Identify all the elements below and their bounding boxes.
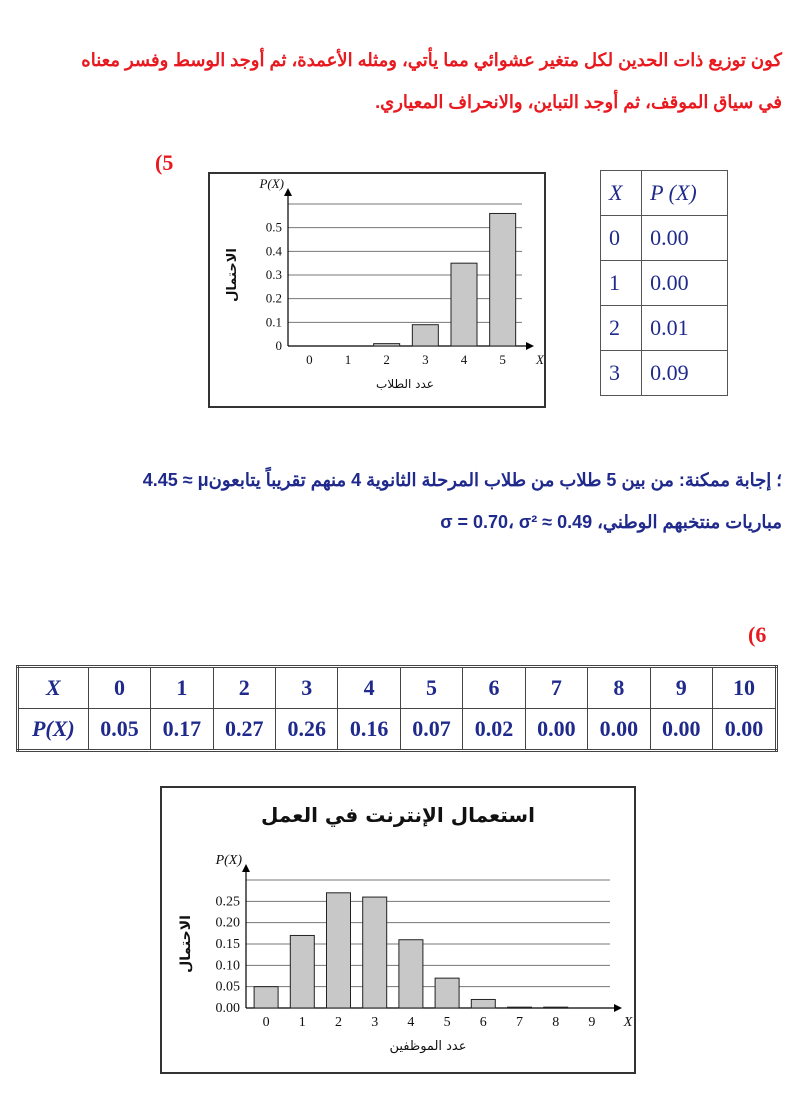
table-row <box>601 261 728 306</box>
x-tick-label: 4 <box>407 1015 415 1030</box>
y-axis-label: الاحتمال <box>178 915 194 973</box>
table-cell: 0 <box>601 216 642 261</box>
table-cell-x: 9 <box>650 667 712 709</box>
y-axis-title: P(X) <box>215 853 242 868</box>
chart-1-svg <box>210 174 544 406</box>
bar <box>490 213 516 346</box>
x-axis-arrow <box>614 1004 622 1012</box>
table-row-px <box>18 709 777 751</box>
y-tick-label: 0.05 <box>215 979 240 995</box>
x-axis-end-label: X <box>623 1015 633 1030</box>
y-axis-label: الاحتمال <box>225 248 240 302</box>
table-cell-x: 0 <box>88 667 150 709</box>
table-row <box>601 306 728 351</box>
table-cell-p: 0.00 <box>650 709 712 751</box>
x-tick-label: 2 <box>383 352 390 367</box>
problem-6-label: (6 <box>748 622 767 647</box>
table-cell-x: 10 <box>712 667 776 709</box>
x-axis-arrow <box>526 342 534 350</box>
y-tick-label: 0.00 <box>215 1001 240 1016</box>
bar <box>435 978 459 1008</box>
chart-2-svg <box>162 788 634 1072</box>
y-tick-label: 0.1 <box>265 314 282 330</box>
bar <box>327 893 351 1008</box>
bar <box>374 344 400 346</box>
bar <box>254 987 278 1008</box>
table-cell: 3 <box>601 351 642 396</box>
x-tick-label: 9 <box>588 1015 596 1030</box>
y-axis-title: P(X) <box>259 176 284 191</box>
x-tick-label: 2 <box>335 1015 342 1030</box>
y-tick-label: 0.4 <box>265 243 282 259</box>
table-cell-p: 0.00 <box>525 709 587 751</box>
x-tick-label: 0 <box>262 1015 270 1030</box>
table-header-x: X <box>601 171 642 216</box>
bar <box>471 999 495 1008</box>
y-tick-label: 0.10 <box>215 958 240 974</box>
bar <box>508 1007 532 1008</box>
x-axis-label: عدد الطلاب <box>376 377 434 391</box>
y-tick-label: 0.5 <box>265 219 282 235</box>
table-cell-p: 0.07 <box>400 709 462 751</box>
x-tick-label: 6 <box>479 1015 487 1030</box>
problem-5-label: (5 <box>155 150 174 175</box>
chart-title: استعمال الإنترنت في العمل <box>261 803 535 827</box>
bar <box>290 935 314 1008</box>
table-cell-p: 0.27 <box>213 709 275 751</box>
table-row <box>601 351 728 396</box>
table-cell-x: 4 <box>338 667 400 709</box>
x-tick-label: 3 <box>371 1015 379 1030</box>
bar <box>451 263 477 346</box>
table-header-px: P(X) <box>18 709 89 751</box>
table-cell-p: 0.17 <box>151 709 213 751</box>
table-cell-x: 7 <box>525 667 587 709</box>
chart-problem-6 <box>160 786 636 1074</box>
answer-line-2: مباريات منتخبهم الوطني، σ = 0.70، σ² ≈ 0.49 <box>440 512 782 532</box>
x-axis-end-label: X <box>536 352 544 367</box>
table-cell-x: 6 <box>463 667 525 709</box>
question-line-1: كون توزيع ذات الحدين لكل متغير عشوائي مما يأتي، ومثله الأعمدة، ثم أوجد الوسط وفسر معناه <box>81 50 782 70</box>
table-row <box>601 216 728 261</box>
chart-problem-5 <box>208 172 546 408</box>
table-cell-p: 0.05 <box>88 709 150 751</box>
table-cell-x: 2 <box>213 667 275 709</box>
x-tick-label: 1 <box>298 1015 306 1030</box>
y-tick-label: 0.25 <box>215 894 240 910</box>
x-tick-label: 8 <box>552 1015 560 1030</box>
table-cell: 2 <box>601 306 642 351</box>
y-tick-label: 0.3 <box>265 267 282 282</box>
x-tick-label: 7 <box>516 1015 523 1030</box>
bar <box>412 325 438 346</box>
table-cell-x: 1 <box>151 667 213 709</box>
answer-line-1: 4.45 ≈ μ؛ إجابة ممكنة: من بين 5 طلاب من طلاب المرحلة الثانوية 4 منهم تقريباً يتابعون <box>142 470 782 490</box>
x-tick-label: 5 <box>443 1015 451 1030</box>
table-cell-p: 0.26 <box>276 709 338 751</box>
table-cell: 0.00 <box>642 261 728 306</box>
table-row-x <box>18 667 777 709</box>
y-tick-label: 0.15 <box>215 937 240 952</box>
table-cell: 0.00 <box>642 216 728 261</box>
table-cell: 0.01 <box>642 306 728 351</box>
problem-5-table <box>600 170 728 400</box>
table-cell-x: 3 <box>276 667 338 709</box>
y-axis-arrow <box>242 864 250 872</box>
x-tick-label: 0 <box>306 352 313 367</box>
y-tick-label: 0.20 <box>215 915 240 931</box>
table-cell: 1 <box>601 261 642 306</box>
question-line-2: في سياق الموقف، ثم أوجد التباين، والانحراف المعياري. <box>375 92 782 112</box>
table-cell-p: 0.02 <box>463 709 525 751</box>
table-cell-x: 8 <box>588 667 650 709</box>
table-header-x: X <box>18 667 89 709</box>
table-cell-p: 0.16 <box>338 709 400 751</box>
table-cell-p: 0.00 <box>712 709 776 751</box>
x-tick-label: 5 <box>499 352 506 367</box>
bar <box>399 940 423 1008</box>
x-tick-label: 1 <box>344 352 352 367</box>
problem-6-table <box>16 665 778 752</box>
y-axis-arrow <box>284 188 292 196</box>
y-tick-label: 0 <box>275 338 282 353</box>
y-tick-label: 0.2 <box>265 290 282 306</box>
table-cell-x: 5 <box>400 667 462 709</box>
table-cell-p: 0.00 <box>588 709 650 751</box>
table-header-px: P (X) <box>642 171 728 216</box>
bar <box>363 897 387 1008</box>
x-axis-label: عدد الموظفين <box>389 1039 467 1054</box>
x-tick-label: 3 <box>422 352 429 367</box>
bar <box>544 1007 568 1008</box>
x-tick-label: 4 <box>460 352 468 367</box>
table-cell: 0.09 <box>642 351 728 396</box>
